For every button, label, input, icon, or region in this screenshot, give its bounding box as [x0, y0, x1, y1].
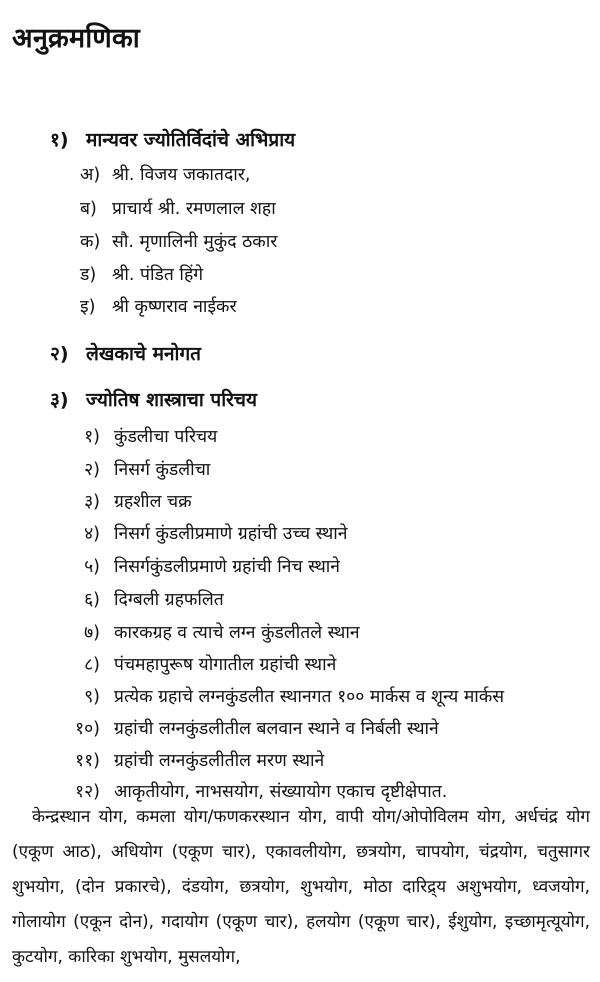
- item-label: निसर्ग कुंडलीप्रमाणे ग्रहांची उच्च स्थाने: [114, 524, 348, 544]
- item-label: आकृतीयोग, नाभसयोग, संख्यायोग एकाच दृष्टीक्षेपात.: [114, 782, 448, 802]
- body-paragraph: केन्द्रस्थान योग, कमला योग/फणकरस्थान योग, वापी योग/ओपोविलम योग, अर्धचंद्र योग (एकूण आठ), अधियोग (एकूण चार), एकावलीयोग, छत्रयोग, चापयोग, चंद्रयोग, चतुसागर शुभयोग, (दोन प्रकारचे), दंडयोग, छत्रयोग, शुभयोग, मोठा दारिद्र्य अशुभयोग, ध्वजयोग, गोलायोग (एकून दोन), गदायोग (एकूण चार), हलयोग (एकूण चार), ईशुयोग, इच्छामृत्यूयोग, कुटयोग, कारिका शुभयोग, मुसलयोग,: [12, 807, 590, 967]
- item-label: श्री कृष्णराव नाईकर: [112, 297, 237, 317]
- item-label: कारकग्रह व त्याचे लग्न कुंडलीतले स्थान: [114, 623, 360, 643]
- list-item: [46, 457, 210, 481]
- list-item: [46, 521, 348, 545]
- item-label: श्री. पंडित हिंगे: [112, 265, 204, 285]
- list-item: [46, 424, 217, 448]
- item-label: ग्रहांची लग्नकुंडलीतील बलवान स्थाने व निर्बली स्थाने: [114, 719, 439, 739]
- item-number: ५): [84, 557, 100, 577]
- section-label: मान्यवर ज्योतिर्विदांचे अभिप्राय: [86, 129, 296, 151]
- list-item: [80, 294, 237, 318]
- section-heading-1: [50, 126, 295, 152]
- item-number: १२): [74, 782, 100, 802]
- item-number: ११): [74, 751, 100, 771]
- section-number: ३): [50, 389, 69, 411]
- list-item: [46, 620, 360, 644]
- item-number: १): [84, 427, 100, 447]
- item-number: ३): [84, 492, 100, 512]
- item-label: दिग्बली ग्रहफलित: [114, 590, 224, 610]
- list-item: [46, 652, 336, 676]
- item-label: ग्रहांची लग्नकुंडलीतील मरण स्थाने: [114, 751, 325, 771]
- list-item: [80, 229, 277, 253]
- item-number: ८): [84, 655, 100, 675]
- section-label: लेखकाचे मनोगत: [86, 343, 201, 365]
- item-marker: ड): [80, 265, 97, 285]
- list-item: [80, 196, 276, 220]
- item-marker: ब): [80, 199, 97, 219]
- item-number: २): [84, 460, 100, 480]
- list-item: [46, 716, 439, 740]
- list-item: [80, 262, 203, 286]
- item-label: कुंडलीचा परिचय: [114, 427, 218, 447]
- list-item: [46, 684, 504, 708]
- item-label: प्रत्येक ग्रहाचे लग्नकुंडलीत स्थानगत १०० मार्कस व शून्य मार्कस: [114, 687, 505, 707]
- item-label: प्राचार्य श्री. रमणलाल शहा: [112, 199, 276, 219]
- item-number: ६): [84, 590, 100, 610]
- list-item: [80, 162, 251, 186]
- list-item: [46, 489, 192, 513]
- item-label: निसर्ग कुंडलीचा: [114, 460, 211, 480]
- list-item: [46, 587, 224, 611]
- item-label: निसर्गकुंडलीप्रमाणे ग्रहांची निच स्थाने: [114, 557, 341, 577]
- item-marker: अ): [80, 165, 101, 185]
- section-number: १): [50, 129, 69, 151]
- section-heading-2: [50, 340, 201, 366]
- page-title: अनुक्रमणिका: [12, 23, 140, 54]
- item-number: ७): [84, 623, 100, 643]
- item-number: १०): [74, 719, 100, 739]
- item-marker: क): [80, 232, 101, 252]
- section-label: ज्योतिष शास्त्राचा परिचय: [86, 389, 257, 411]
- item-label: सौ. मृणालिनी मुकुंद ठकार: [112, 232, 278, 252]
- section-number: २): [50, 343, 69, 365]
- list-item: [46, 554, 340, 578]
- item-label: पंचमहापुरूष योगातील ग्रहांची स्थाने: [114, 655, 337, 675]
- item-number: ९): [84, 687, 100, 707]
- item-label: श्री. विजय जकातदार,: [112, 165, 251, 185]
- list-item: [46, 748, 324, 772]
- item-marker: इ): [80, 297, 96, 317]
- item-label: ग्रहशील चक्र: [114, 492, 192, 512]
- item-number: ४): [84, 524, 100, 544]
- section-heading-3: [50, 386, 257, 412]
